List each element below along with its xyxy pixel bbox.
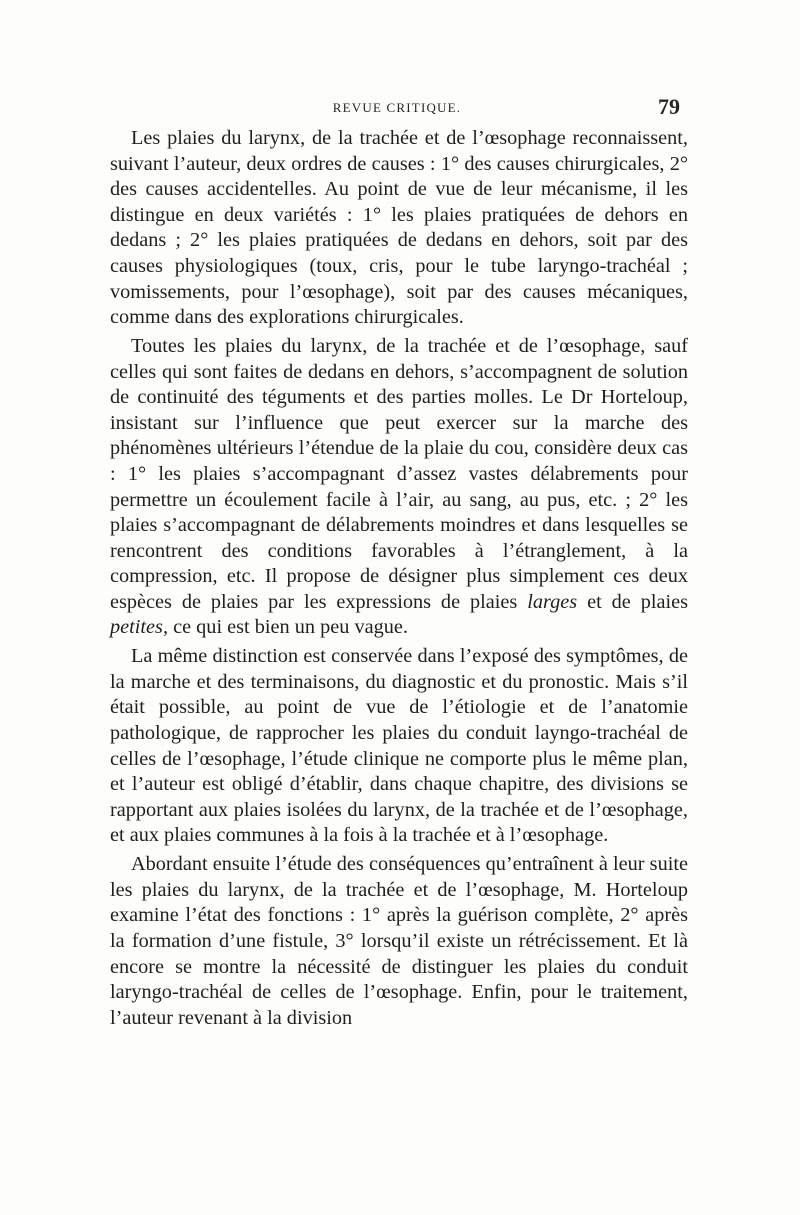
text-segment: Abordant ensuite l’étude des conséquences qu’entraînent à leur suite les plaies du larynx, de la trachée et de l’œsophage, M. Horteloup examine l’état des fonctions : 1° après la guérison complète, 2° après la formation d’une fistule, 3° lorsqu’il existe un rétrécissement. Et là encore se montre la nécessité de distinguer les plaies du conduit laryngo-trachéal de celles de l’œsophage. Enfin, pour le traitement, l’auteur revenant à la division <box>110 853 688 1029</box>
paragraph <box>110 644 688 849</box>
italic-term: larges <box>527 590 578 613</box>
text-segment: Toutes les plaies du larynx, de la trachée et de l’œsophage, sauf celles qui sont faites de dedans en dehors, s’accompagnent de solution de continuité des téguments et des parties molles. Le Dr Horteloup, insistant sur l’influence que peut exercer sur la marche des phénomènes ultérieurs l’étendue de la plaie du cou, considère deux cas : 1° les plaies s’accompagnant d’assez vastes délabrements pour permettre un écoulement facile à l’air, au sang, au pus, etc. ; 2° les plaies s’accompagnant de délabrements moindres et dans lesquelles se rencontrent des conditions favorables à l’étranglement, à la compression, etc. Il propose de désigner plus simplement ces deux espèces de plaies par les expressions de plaies <box>110 334 688 613</box>
paragraph <box>110 126 688 331</box>
text-segment: La même distinction est conservée dans l’exposé des symptômes, de la marche et des terminaisons, du diagnostic et du pronostic. Mais s’il était possible, au point de vue de l’étiologie et de l’anatomie pathologique, de rapprocher les plaies du conduit layngo-trachéal de celles de l’œsophage, l’étude clinique ne comporte plus le même plan, et l’auteur est obligé d’établir, dans chaque chapitre, des divisions se rapportant aux plaies isolées du larynx, de la trachée et de l’œsophage, et aux plaies communes à la fois à la trachée et à l’œsophage. <box>110 645 688 847</box>
text-segment: et de plaies <box>577 590 689 613</box>
page-number: 79 <box>658 94 680 119</box>
paragraph <box>110 334 688 641</box>
running-title: REVUE CRITIQUE. <box>332 100 462 115</box>
text-segment: ce qui est bien un peu vague. <box>168 616 408 639</box>
paragraph <box>110 852 688 1031</box>
italic-term: petites, <box>110 616 169 639</box>
body-text <box>110 126 688 1031</box>
text-segment: Les plaies du larynx, de la trachée et de l’œsophage reconnaissent, suivant l’auteur, deux ordres de causes : 1° des causes chirurgicales, 2° des causes accidentelles. Au point de vue de leur mécanisme, il les distingue en deux variétés : 1° les plaies pratiquées de dehors en dedans ; 2° les plaies pratiquées de dedans en dehors, soit par des causes physiologiques (toux, cris, pour le tube laryngo-trachéal ; vomissements, pour l’œsophage), soit par des causes mécaniques, comme dans des explorations chirurgicales. <box>110 127 688 329</box>
running-head <box>108 96 686 120</box>
